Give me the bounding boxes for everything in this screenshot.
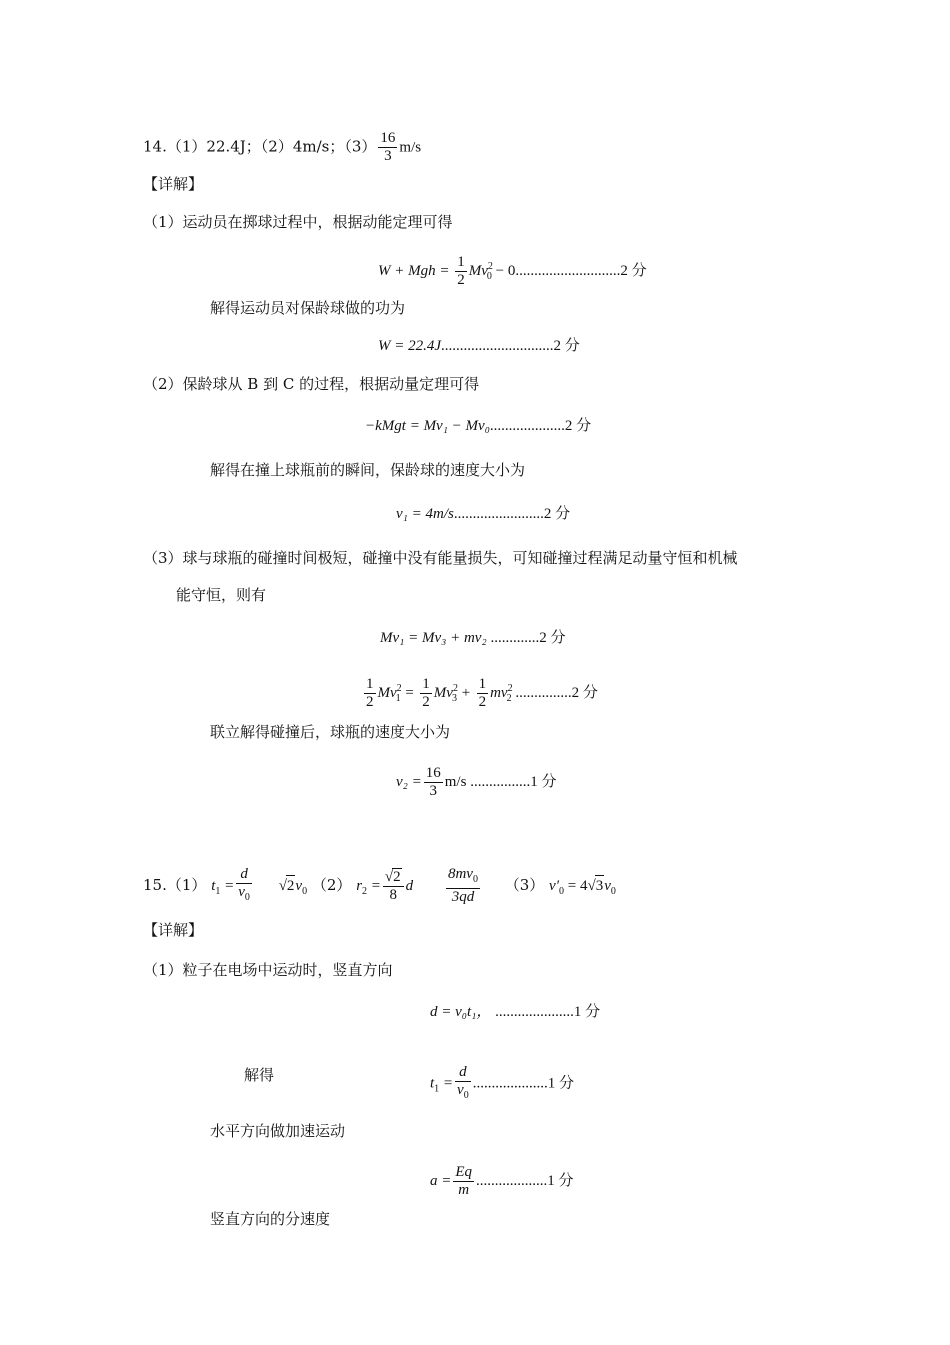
- q15-eq3-score: 1 分: [547, 1172, 574, 1189]
- q14-part2-equation: −kMgt = Mv₁ − Mv₀....................2 分: [365, 418, 592, 434]
- q14-part1-result-score: 2 分: [553, 338, 580, 354]
- q14-detail-heading: 【详解】: [143, 175, 204, 193]
- q14-answer-prefix: 14.（1）22.4J；（2）4m/s；（3）: [143, 137, 377, 156]
- q14-part1-score: 2 分: [620, 262, 647, 279]
- q14-part2-result-equation: v₁ = 4m/s........................2 分: [396, 506, 571, 522]
- q15-vertical-text: 竖直方向的分速度: [210, 1210, 331, 1228]
- q15-equation-2: $t_1$ = $\frac{d}{v_0}$ ....................1 分: [430, 1064, 574, 1101]
- q14-part2-intro: （2）保龄球从 B 到 C 的过程，根据动量定理可得: [143, 375, 480, 393]
- q14-part2-score: 2 分: [564, 418, 592, 434]
- q14-part1-intro: （1）运动员在掷球过程中，根据动能定理可得: [143, 213, 453, 231]
- q14-part1-equation: W + Mgh = $\frac{1}{2}$ $Mv^2_0 - 0............................2$ 分: [378, 254, 647, 288]
- q15-horizontal-text: 水平方向做加速运动: [210, 1122, 346, 1140]
- q14-part3-intro-line1: （3）球与球瓶的碰撞时间极短，碰撞中没有能量损失，可知碰撞过程满足动量守恒和机械: [143, 549, 738, 567]
- q14-answer-unit: m/s: [399, 139, 422, 156]
- q14-part2-result-score: 2 分: [543, 506, 571, 522]
- q14-part1-result-text: 解得运动员对保龄球做的功为: [210, 299, 406, 317]
- q14-part2-result-text: 解得在撞上球瓶前的瞬间，保龄球的速度大小为: [210, 461, 526, 479]
- q15-eq2-score: 1 分: [547, 1075, 574, 1092]
- q15-eq1-score: 1 分: [573, 1004, 601, 1020]
- q14-answer-line: [143, 130, 421, 165]
- q14-part3-result-equation: v₂ = $\frac{16}{3}$ m/s ................1 分: [396, 765, 557, 799]
- q14-part3-eq1-score: 2 分: [539, 630, 566, 646]
- q14-answer-fraction: $\frac{16}{3}$: [380, 130, 396, 164]
- q14-part3-result-text: 联立解得碰撞后，球瓶的速度大小为: [210, 723, 451, 741]
- q15-detail-heading: 【详解】: [143, 921, 204, 939]
- q15-equation-3: a = $\frac{Eq}{m}$ ...................1 分: [430, 1164, 574, 1198]
- q14-part3-eq2-score: 2 分: [571, 684, 598, 701]
- q15-equation-1: d = v₀t₁， .....................1 分: [430, 1004, 601, 1020]
- q14-part3-result-score: 1 分: [530, 773, 557, 790]
- q14-part3-momentum-equation: Mv₁ = Mv₃ + mv₂ .............2 分: [380, 630, 566, 646]
- q14-part1-result-equation: W = 22.4J..............................2 分: [378, 338, 580, 354]
- q14-part3-intro-line2: 能守恒，则有: [176, 586, 267, 604]
- q15-answer-line: 15.（1） $t_1$ = $\frac{d}{v_0}$ $√2v_0$ （2） $r_2$ = $\frac{√2}{8}$ d $\frac{8mv_0}{3qd}$ （3） $v'_0 = 4√3v_0$: [143, 866, 616, 905]
- q15-part1-intro: （1）粒子在电场中运动时，竖直方向: [143, 961, 393, 979]
- q14-part3-energy-equation: $\frac{1}{2}$ $Mv^2_1$ = $\frac{1}{2}$ $Mv^2_3$ + $\frac{1}{2}$ $mv^2_2$ ...............2 分: [366, 676, 598, 710]
- q15-solve-label: 解得: [244, 1066, 275, 1084]
